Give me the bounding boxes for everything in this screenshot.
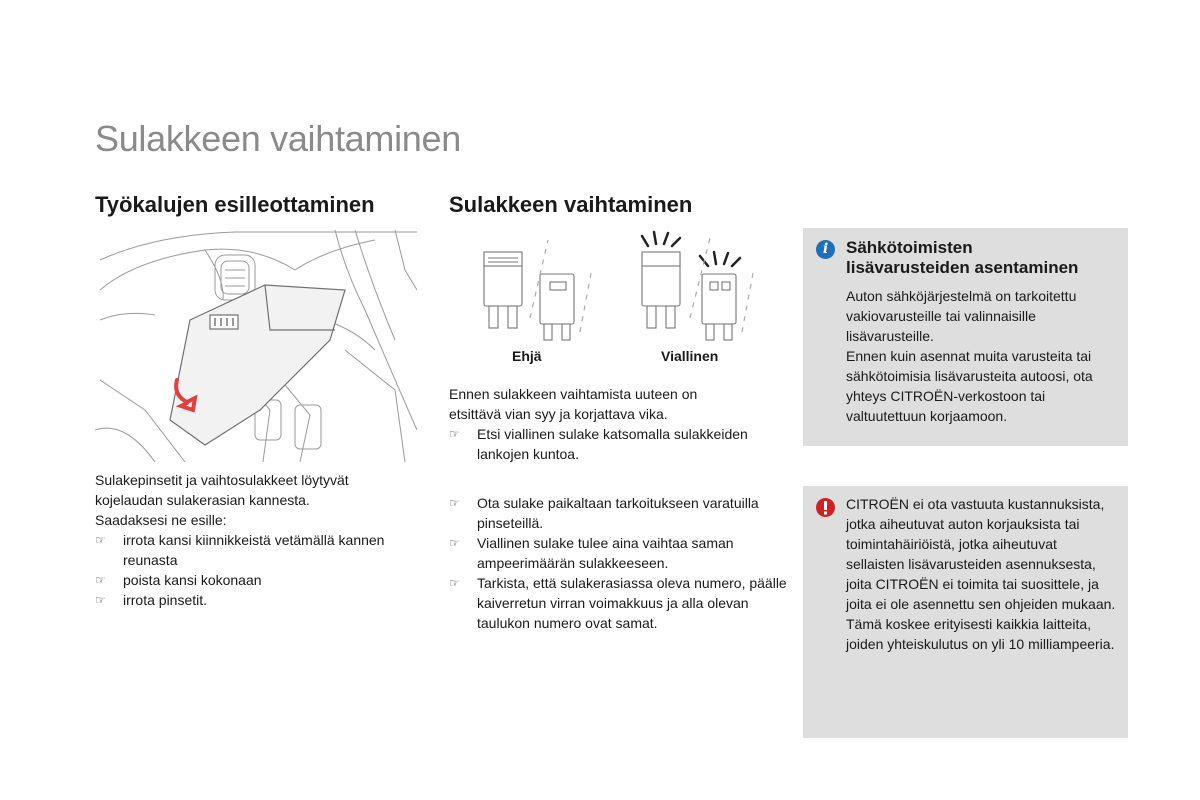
info-box (803, 228, 1128, 446)
blown-fuse-icon (642, 252, 736, 340)
tools-bullet: ☞ irrota pinsetit. (95, 590, 425, 610)
info-box-heading (846, 238, 1116, 278)
fuse-comparison-illustration (470, 228, 770, 343)
good-fuse-icon (484, 252, 574, 340)
warning-box (803, 486, 1128, 738)
tools-text (95, 470, 425, 610)
replace-bullet-list-1 (449, 424, 779, 464)
replace-intro-line: Ennen sulakkeen vaihtamista uuteen on (449, 386, 698, 402)
replace-bullet: ☞ Ota sulake paikaltaan tarkoitukseen varatuilla pinseteillä. (449, 493, 789, 533)
good-fuse-label: Ehjä (512, 348, 542, 364)
replace-steps (449, 493, 789, 633)
info-heading-line: lisävarusteiden asentaminen (846, 258, 1079, 277)
info-icon: i (816, 240, 835, 259)
tools-heading: Työkalujen esilleottaminen (95, 192, 375, 217)
warning-box-body (846, 494, 1118, 654)
info-box-body (846, 286, 1118, 426)
tools-paragraph-line: kojelaudan sulakerasian kannesta. (95, 492, 310, 508)
page-title: Sulakkeen vaihtaminen (95, 118, 461, 159)
replace-intro (449, 384, 779, 464)
tools-paragraph-line: Saadaksesi ne esille: (95, 512, 227, 528)
info-paragraph: Auton sähköjärjestelmä on tarkoitettu vakiovarusteille tai valinnaisille lisävarusteille. (846, 288, 1077, 344)
tools-bullet: ☞ irrota kansi kiinnikkeistä vetämällä kannen reunasta (95, 530, 425, 570)
blown-fuse-label: Viallinen (661, 348, 719, 364)
tools-paragraph-line: Sulakepinsetit ja vaihtosulakkeet löytyvät (95, 472, 349, 488)
warning-icon (816, 498, 835, 517)
replace-bullet: ☞ Viallinen sulake tulee aina vaihtaa saman ampeerimäärän sulakkeeseen. (449, 533, 789, 573)
replace-intro-line: etsittävä vian syy ja korjattava vika. (449, 406, 668, 422)
replace-heading: Sulakkeen vaihtaminen (449, 192, 693, 217)
info-heading-line: Sähkötoimisten (846, 238, 973, 257)
replace-bullet: ☞ Tarkista, että sulakerasiassa oleva numero, päälle kaiverretun virran voimakkuus ja alla olevan taulukon numero ovat samat. (449, 573, 789, 633)
info-paragraph: Ennen kuin asennat muita varusteita tai sähkötoimisia lisävarusteita autoosi, ota yhteys CITROËN-verkostoon tai valtuutettuun korjaamoon. (846, 348, 1093, 424)
replace-bullet-list-2 (449, 493, 789, 633)
dashboard-illustration (95, 230, 417, 462)
replace-bullet: ☞ Etsi viallinen sulake katsomalla sulakkeiden lankojen kuntoa. (449, 424, 779, 464)
tools-bullet: ☞ poista kansi kokonaan (95, 570, 425, 590)
warning-text: CITROËN ei ota vastuuta kustannuksista, jotka aiheutuvat auton korjauksista tai toimintahäiriöistä, jotka aiheutuvat sellaisten lisävarusteiden asennuksesta, joita CITROËN ei toimita tai suosittele, ja joita ei ole asennettu sen ohjeiden mukaan. Tämä koskee erityisesti kaikkia laitteita, joiden yhteiskulutus on yli 10 milliampeeria. (846, 496, 1116, 652)
tools-bullet-list (95, 530, 425, 610)
